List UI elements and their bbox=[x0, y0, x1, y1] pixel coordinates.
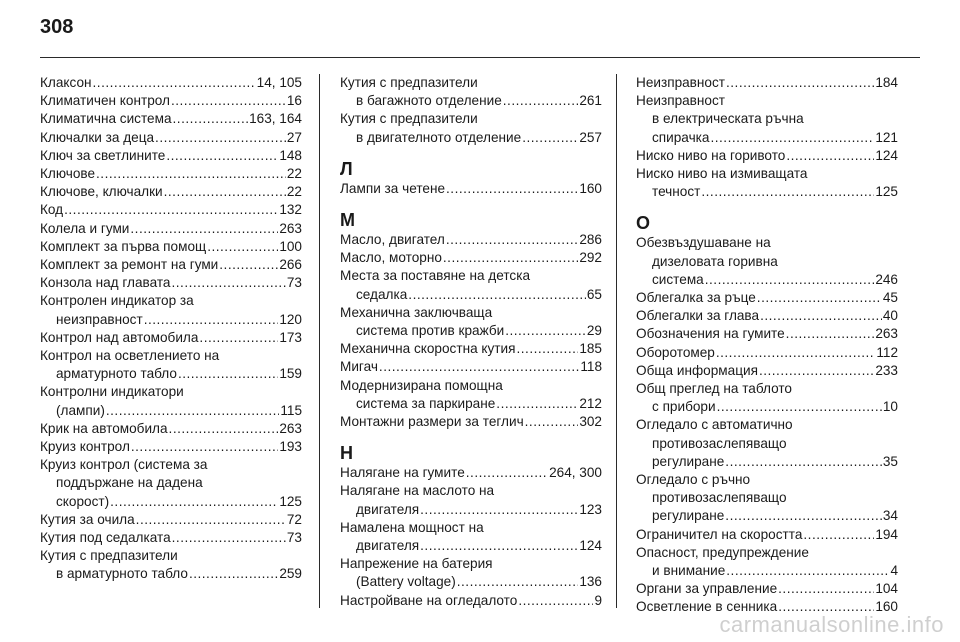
entry-term: в електрическата ръчна bbox=[652, 111, 804, 127]
entry-term: Опасност, предупреждение bbox=[636, 544, 809, 560]
page-reference: 121 bbox=[875, 129, 898, 145]
entry-term: Органи за управление bbox=[636, 581, 778, 597]
page-reference: 263 bbox=[279, 220, 302, 236]
page-reference: 286 bbox=[579, 232, 602, 248]
entry-term: арматурното табло bbox=[56, 366, 177, 382]
entry-term: спирачка bbox=[652, 129, 710, 145]
dot-leader bbox=[496, 395, 578, 413]
entry-term: Контролни индикатори bbox=[40, 384, 184, 400]
entry-term: течност bbox=[652, 184, 701, 200]
entry-term: Обезвъздушаване на bbox=[636, 235, 771, 251]
page-reference: 35 bbox=[882, 453, 898, 469]
page-number: 308 bbox=[40, 16, 74, 38]
page-reference: 4 bbox=[890, 563, 898, 579]
page-reference: 10 bbox=[882, 399, 898, 415]
dot-leader bbox=[760, 307, 882, 325]
entry-term: Конзола над главата bbox=[40, 275, 171, 291]
index-entry bbox=[340, 110, 602, 146]
entry-term: Обозначения на гумите bbox=[636, 326, 785, 342]
page-reference: 292 bbox=[579, 250, 602, 266]
index-entry bbox=[340, 267, 602, 303]
index-entry bbox=[40, 529, 302, 547]
entry-term: Налягане на маслото на bbox=[340, 483, 495, 499]
dot-leader bbox=[525, 413, 579, 431]
entry-term: Климатичен контрол bbox=[40, 93, 170, 109]
dot-leader bbox=[725, 507, 882, 525]
index-entry bbox=[40, 74, 302, 92]
page-reference: 184 bbox=[875, 75, 898, 90]
entry-term: в арматурното табло bbox=[56, 566, 188, 582]
dot-leader bbox=[725, 453, 882, 471]
index-entry bbox=[636, 380, 898, 416]
entry-term: Механична заключваща bbox=[340, 304, 493, 320]
page-reference: 173 bbox=[279, 329, 302, 345]
page-reference: 72 bbox=[286, 511, 302, 527]
dot-leader bbox=[717, 398, 882, 416]
dot-leader bbox=[726, 74, 874, 92]
dot-leader bbox=[710, 129, 874, 147]
dot-leader bbox=[420, 537, 578, 555]
page-reference: 233 bbox=[875, 362, 898, 378]
entry-term: Облегалка за ръце bbox=[636, 290, 756, 306]
header-rule bbox=[40, 57, 920, 58]
index-entry bbox=[340, 519, 602, 555]
entry-term: Облегалки за глава bbox=[636, 308, 760, 324]
index-entry bbox=[340, 377, 602, 413]
page-reference: 194 bbox=[875, 526, 898, 542]
entry-term: система bbox=[652, 271, 704, 287]
dot-leader bbox=[457, 573, 579, 591]
entry-term: Масло, моторно bbox=[340, 250, 442, 266]
entry-term: Модернизирана помощна bbox=[340, 377, 503, 393]
entry-term: Обща информация bbox=[636, 362, 758, 378]
dot-leader bbox=[701, 183, 874, 201]
index-entry bbox=[40, 347, 302, 383]
index-entry bbox=[636, 165, 898, 201]
watermark: carmanualsonline.info bbox=[719, 612, 944, 637]
index-entry bbox=[636, 234, 898, 289]
index-entry bbox=[40, 238, 302, 256]
page-reference: 104 bbox=[875, 581, 898, 597]
entry-term: Круиз контрол (система за bbox=[40, 457, 208, 473]
page-reference: 264, 300 bbox=[549, 465, 602, 481]
entry-term: Кутия с предпазители bbox=[40, 548, 178, 564]
page-reference: 246 bbox=[875, 271, 898, 287]
index-entry bbox=[40, 220, 302, 238]
index-entry bbox=[636, 471, 898, 526]
page-reference: 125 bbox=[875, 184, 898, 200]
entry-term: Намалена мощност на bbox=[340, 519, 484, 535]
entry-term: система за паркиране bbox=[356, 395, 496, 411]
page-reference: 212 bbox=[579, 395, 602, 411]
entry-term: Неизправност bbox=[636, 75, 725, 90]
entry-term: Ключове bbox=[40, 166, 96, 182]
entry-term: Огледало с автоматично bbox=[636, 417, 793, 433]
dot-leader bbox=[803, 526, 874, 544]
page-reference: 34 bbox=[882, 508, 898, 524]
page-reference: 124 bbox=[875, 147, 898, 163]
dot-leader bbox=[110, 493, 278, 511]
entry-term: двигателя bbox=[356, 501, 420, 517]
index-entry bbox=[636, 526, 898, 544]
dot-leader bbox=[446, 180, 578, 198]
page-reference: 115 bbox=[280, 402, 302, 418]
dot-leader bbox=[131, 438, 278, 456]
entry-term: Круиз контрол bbox=[40, 439, 130, 455]
entry-term: Ключалки за деца bbox=[40, 129, 155, 145]
entry-term: Контрол над автомобила bbox=[40, 329, 199, 345]
index-entry bbox=[636, 580, 898, 598]
entry-term: Контролен индикатор за bbox=[40, 293, 194, 309]
entry-term: система против кражби bbox=[356, 323, 505, 339]
index-letter-heading: О bbox=[636, 213, 651, 234]
page-reference: 125 bbox=[279, 493, 302, 509]
page-reference: 100 bbox=[279, 238, 302, 254]
dot-leader bbox=[705, 271, 875, 289]
index-entry bbox=[40, 292, 302, 328]
dot-leader bbox=[759, 362, 874, 380]
entry-term: неизправност bbox=[56, 311, 143, 327]
index-entry bbox=[40, 274, 302, 292]
page-reference: 65 bbox=[586, 286, 602, 302]
entry-term: поддържане на дадена bbox=[56, 475, 203, 491]
index-entry bbox=[340, 249, 602, 267]
entry-term: седалка bbox=[356, 286, 408, 302]
entry-term: Ключове, ключалки bbox=[40, 184, 163, 200]
index-entry bbox=[636, 344, 898, 362]
index-entry bbox=[636, 325, 898, 343]
index-entry bbox=[40, 165, 302, 183]
dot-leader bbox=[420, 501, 578, 519]
index-entry bbox=[40, 420, 302, 438]
entry-term: Комплект за ремонт на гуми bbox=[40, 257, 219, 273]
entry-term: Клаксон bbox=[40, 75, 92, 90]
index-entry bbox=[636, 92, 898, 147]
entry-term: Кутия с предпазители bbox=[340, 111, 478, 127]
entry-term: Крик на автомобила bbox=[40, 420, 168, 436]
page-reference: 193 bbox=[279, 439, 302, 455]
dot-leader bbox=[518, 592, 593, 610]
dot-leader bbox=[503, 92, 579, 110]
page-reference: 112 bbox=[876, 344, 898, 360]
entry-term: Ключ за светлините bbox=[40, 147, 166, 163]
dot-leader bbox=[408, 286, 586, 304]
page-reference: 22 bbox=[286, 184, 302, 200]
dot-leader bbox=[522, 129, 578, 147]
dot-leader bbox=[166, 147, 278, 165]
dot-leader bbox=[189, 565, 278, 583]
index-entry bbox=[40, 547, 302, 583]
entry-term: Общ преглед на таблото bbox=[636, 381, 792, 397]
dot-leader bbox=[164, 183, 286, 201]
page-reference: 136 bbox=[579, 574, 602, 590]
page-reference: 302 bbox=[579, 414, 602, 430]
entry-term: Осветление в сенника bbox=[636, 599, 778, 615]
entry-term: Лампи за четене bbox=[340, 180, 446, 196]
entry-term: Неизправност bbox=[636, 93, 725, 109]
entry-term: Налягане на гумите bbox=[340, 465, 465, 481]
index-entry bbox=[636, 362, 898, 380]
entry-term: Огледало с ръчно bbox=[636, 472, 751, 488]
index-entry bbox=[340, 555, 602, 591]
entry-term: и внимание bbox=[652, 563, 726, 579]
index-entry bbox=[636, 544, 898, 580]
entry-term: Оборотомер bbox=[636, 344, 715, 360]
index-entry bbox=[40, 147, 302, 165]
index-entry bbox=[40, 438, 302, 456]
page-reference: 73 bbox=[286, 530, 302, 546]
entry-term: Климатична система bbox=[40, 111, 172, 127]
page-reference: 160 bbox=[579, 180, 602, 196]
entry-term: Комплект за първа помощ bbox=[40, 238, 207, 254]
index-entry bbox=[340, 74, 602, 110]
index-entry bbox=[40, 256, 302, 274]
index-letter-heading: Л bbox=[340, 158, 353, 179]
entry-term: противозаслепяващо bbox=[652, 490, 787, 506]
index-entry bbox=[340, 592, 602, 610]
dot-leader bbox=[172, 274, 286, 292]
page-reference: 259 bbox=[279, 566, 302, 582]
index-entry bbox=[40, 183, 302, 201]
dot-leader bbox=[466, 464, 548, 482]
column-divider bbox=[319, 74, 320, 608]
dot-leader bbox=[757, 289, 882, 307]
entry-term: регулиране bbox=[652, 453, 725, 469]
entry-term: Кутия под седалката bbox=[40, 530, 171, 546]
index-entry bbox=[340, 340, 602, 358]
index-entry bbox=[636, 416, 898, 471]
entry-term: (лампи) bbox=[56, 402, 105, 418]
page-reference: 45 bbox=[882, 290, 898, 306]
page-reference: 132 bbox=[279, 202, 302, 218]
dot-leader bbox=[172, 529, 286, 547]
dot-leader bbox=[443, 249, 578, 267]
index-entry bbox=[340, 464, 602, 482]
index-entry bbox=[40, 110, 302, 128]
index-entry bbox=[340, 482, 602, 518]
entry-term: Напрежение на батерия bbox=[340, 556, 493, 572]
page-reference: 40 bbox=[882, 308, 898, 324]
index-column-2 bbox=[340, 74, 602, 610]
page-reference: 257 bbox=[579, 129, 602, 145]
dot-leader bbox=[169, 420, 279, 438]
entry-term: Ограничител на скоростта bbox=[636, 526, 803, 542]
page-reference: 148 bbox=[279, 147, 302, 163]
page-reference: 16 bbox=[286, 93, 302, 109]
entry-term: в багажното отделение bbox=[356, 93, 502, 109]
page-reference: 120 bbox=[279, 311, 302, 327]
index-entry bbox=[340, 231, 602, 249]
dot-leader bbox=[64, 201, 278, 219]
entry-term: Механична скоростна кутия bbox=[340, 341, 516, 357]
index-entry bbox=[636, 147, 898, 165]
page-reference: 163, 164 bbox=[249, 111, 302, 127]
index-entry bbox=[636, 289, 898, 307]
dot-leader bbox=[716, 344, 875, 362]
dot-leader bbox=[171, 92, 286, 110]
entry-term: (Battery voltage) bbox=[356, 574, 456, 590]
dot-leader bbox=[199, 329, 278, 347]
index-entry bbox=[340, 413, 602, 431]
column-divider bbox=[616, 74, 617, 608]
index-entry bbox=[636, 307, 898, 325]
entry-term: Кутия за очила bbox=[40, 511, 135, 527]
dot-leader bbox=[155, 129, 286, 147]
entry-term: Масло, двигател bbox=[340, 232, 445, 248]
entry-term: двигателя bbox=[356, 538, 420, 554]
entry-term: Места за поставяне на детска bbox=[340, 268, 531, 284]
entry-term: Контрол на осветлението на bbox=[40, 348, 220, 364]
index-column-1 bbox=[40, 74, 302, 584]
page-reference: 123 bbox=[579, 501, 602, 517]
dot-leader bbox=[446, 231, 578, 249]
index-letter-heading: М bbox=[340, 210, 355, 231]
index-entry bbox=[340, 180, 602, 198]
index-entry bbox=[340, 358, 602, 376]
page-reference: 9 bbox=[594, 592, 602, 608]
page-reference: 14, 105 bbox=[256, 75, 302, 90]
index-entry bbox=[40, 92, 302, 110]
entry-term: с прибори bbox=[652, 399, 716, 415]
dot-leader bbox=[786, 325, 875, 343]
page-reference: 263 bbox=[875, 326, 898, 342]
page-reference: 73 bbox=[286, 275, 302, 291]
dot-leader bbox=[130, 220, 278, 238]
entry-term: скорост) bbox=[56, 493, 110, 509]
page-reference: 185 bbox=[579, 341, 602, 357]
index-column-3 bbox=[636, 74, 898, 617]
index-entry bbox=[40, 511, 302, 529]
dot-leader bbox=[517, 340, 579, 358]
index-entry bbox=[40, 201, 302, 219]
page-reference: 124 bbox=[579, 538, 602, 554]
page-reference: 27 bbox=[286, 129, 302, 145]
entry-term: Ниско ниво на горивото bbox=[636, 147, 786, 163]
entry-term: Мигач bbox=[340, 359, 378, 375]
index-entry bbox=[40, 383, 302, 419]
page-reference: 263 bbox=[279, 420, 302, 436]
dot-leader bbox=[219, 256, 278, 274]
dot-leader bbox=[207, 238, 278, 256]
dot-leader bbox=[379, 358, 579, 376]
entry-term: в двигателното отделение bbox=[356, 129, 522, 145]
page-reference: 160 bbox=[875, 599, 898, 615]
entry-term: Кутия с предпазители bbox=[340, 75, 478, 90]
dot-leader bbox=[136, 511, 286, 529]
dot-leader bbox=[726, 562, 889, 580]
page-reference: 22 bbox=[286, 166, 302, 182]
index-letter-heading: Н bbox=[340, 443, 353, 464]
entry-term: противозаслепяващо bbox=[652, 435, 787, 451]
index-entry bbox=[340, 304, 602, 340]
page-reference: 266 bbox=[279, 257, 302, 273]
dot-leader bbox=[786, 147, 874, 165]
entry-term: Настройване на огледалото bbox=[340, 592, 518, 608]
index-entry bbox=[40, 129, 302, 147]
index-entry bbox=[40, 456, 302, 511]
entry-term: Ниско ниво на измиващата bbox=[636, 166, 808, 182]
page-reference: 118 bbox=[580, 359, 602, 375]
entry-term: Монтажни размери за теглич bbox=[340, 414, 524, 430]
dot-leader bbox=[106, 402, 279, 420]
page-reference: 159 bbox=[279, 366, 302, 382]
page-reference: 261 bbox=[579, 93, 602, 109]
page-reference: 29 bbox=[586, 323, 602, 339]
dot-leader bbox=[178, 365, 278, 383]
index-entry bbox=[40, 329, 302, 347]
dot-leader bbox=[505, 322, 586, 340]
entry-term: дизеловата горивна bbox=[652, 253, 778, 269]
dot-leader bbox=[144, 311, 279, 329]
dot-leader bbox=[93, 74, 256, 92]
entry-term: Код bbox=[40, 202, 64, 218]
dot-leader bbox=[778, 580, 874, 598]
dot-leader bbox=[173, 110, 249, 128]
entry-term: регулиране bbox=[652, 508, 725, 524]
entry-term: Колела и гуми bbox=[40, 220, 130, 236]
index-entry bbox=[636, 74, 898, 92]
dot-leader bbox=[96, 165, 286, 183]
